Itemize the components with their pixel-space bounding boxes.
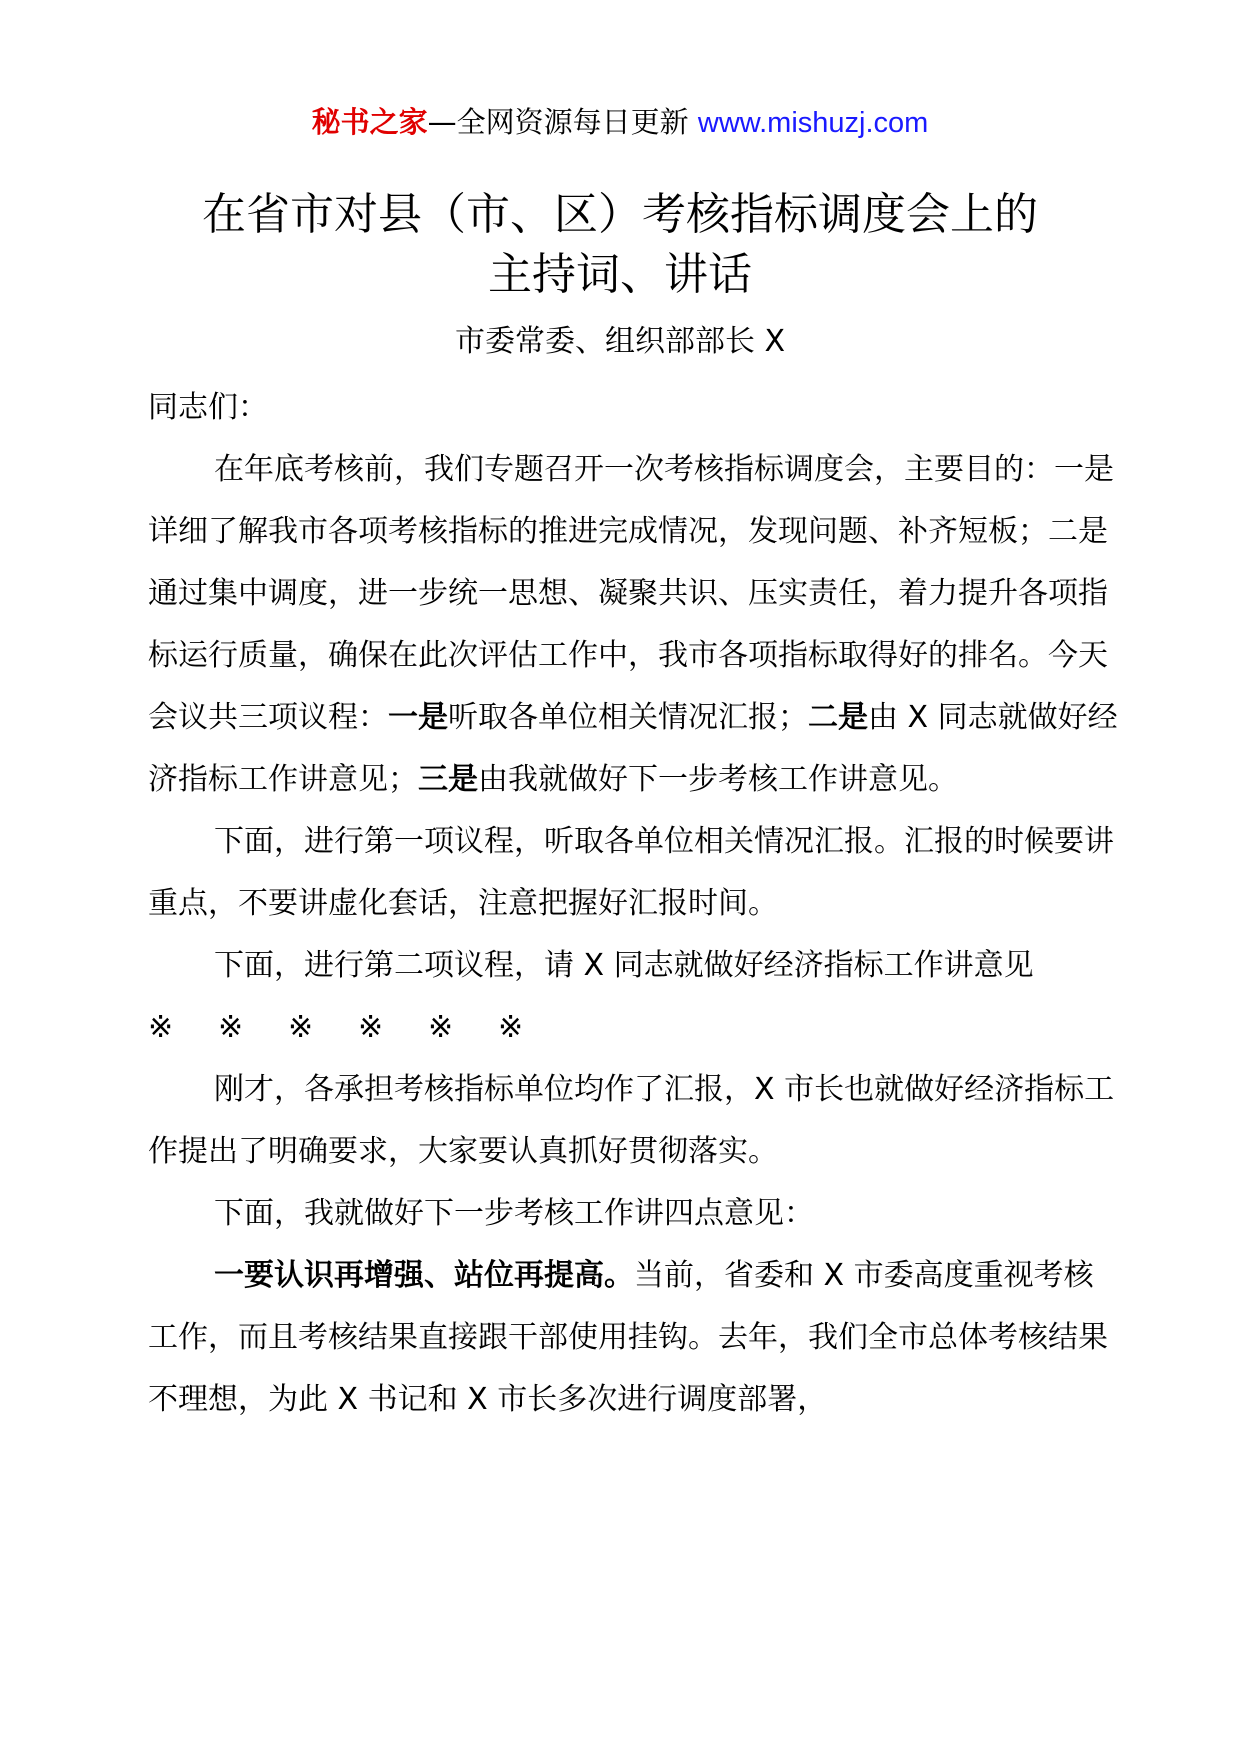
salutation: 同志们：	[148, 390, 268, 425]
title-line-2: 主持词、讲话	[488, 249, 752, 300]
brand-name: 秘书之家	[311, 105, 428, 139]
intro-text-b: 听取各单位相关情况汇报；	[448, 700, 808, 735]
site-header	[0, 100, 1240, 145]
document-title	[0, 185, 1240, 305]
intro-text-a: 在年底考核前，我们专题召开一次考核指标调度会，主要目的：一是详细了解我市各项考核指标的推进完成情况，发现问题、补齐短板；二是通过集中调度，进一步统一思想、凝聚共识、压实责任，着力提升各项指标运行质量，确保在此次评估工作中，我市各项指标取得好的排名。今天会议共三项议程：	[148, 452, 1114, 735]
document-body	[148, 377, 1118, 1431]
paragraph-four-points: 下面，我就做好下一步考核工作讲四点意见：	[214, 1196, 814, 1231]
intro-text-d: 由我就做好下一步考核工作讲意见。	[478, 762, 958, 797]
agenda-item-2-label: 二是	[808, 700, 868, 735]
agenda-item-1-label: 一是	[388, 700, 448, 735]
separator-mark: ※	[288, 1010, 314, 1045]
separator-mark: ※	[218, 1010, 244, 1045]
paragraph-agenda-1: 下面，进行第一项议程，听取各单位相关情况汇报。汇报的时候要讲重点，不要讲虚化套话，注意把握好汇报时间。	[148, 824, 1114, 921]
paragraph-summary: 刚才，各承担考核指标单位均作了汇报，X 市长也就做好经济指标工作提出了明确要求，大家要认真抓好贯彻落实。	[148, 1072, 1115, 1169]
header-url-link[interactable]: www.mishuzj.com	[697, 107, 929, 139]
paragraph-agenda-2: 下面，进行第二项议程，请 X 同志就做好经济指标工作讲意见	[214, 948, 1034, 983]
separator-mark: ※	[148, 1010, 174, 1045]
point-1-heading: 一要认识再增强、站位再提高。	[214, 1258, 634, 1293]
agenda-item-3-label: 三是	[418, 762, 478, 797]
author-line: 市委常委、组织部部长 X	[454, 324, 786, 359]
intro-text-c: 由 X 同志就做好经济指标工作讲意见；	[148, 700, 1118, 797]
separator-mark: ※	[358, 1010, 384, 1045]
header-tagline: —全网资源每日更新	[427, 105, 698, 139]
title-line-1: 在省市对县（市、区）考核指标调度会上的	[202, 189, 1038, 240]
point-1-text: 当前，省委和 X 市委高度重视考核工作，而且考核结果直接跟干部使用挂钩。去年，我们全市总体考核结果不理想，为此 X 书记和 X 市长多次进行调度部署，	[148, 1258, 1108, 1417]
paragraph-point-1	[148, 1245, 1118, 1431]
separator-mark: ※	[498, 1010, 524, 1045]
paragraph-intro	[148, 439, 1118, 811]
section-separator	[148, 997, 1118, 1059]
separator-mark: ※	[428, 1010, 454, 1045]
